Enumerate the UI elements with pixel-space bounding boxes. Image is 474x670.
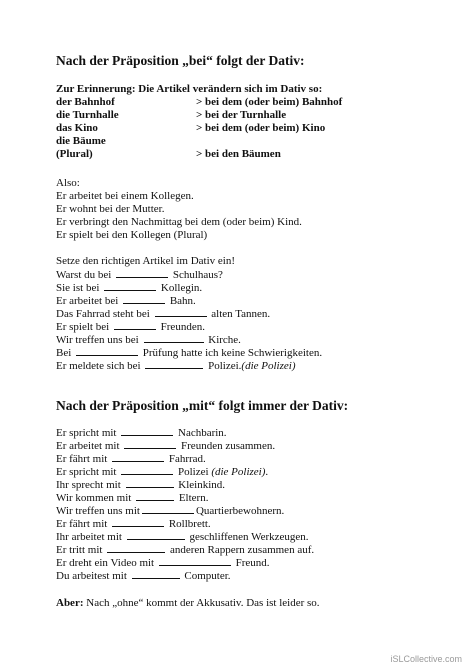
- item-after: Schulhaus?: [172, 269, 223, 281]
- note: [56, 597, 320, 610]
- item-before: Er tritt mit: [56, 544, 103, 556]
- example-sentence: Er spielt bei den Kollegen (Plural): [56, 229, 208, 241]
- exercise-instruction: Setze den richtigen Artikel im Dativ ein!: [56, 255, 236, 267]
- item-after: alten Tannen.: [211, 308, 271, 320]
- answer-blank[interactable]: [124, 439, 176, 449]
- exercise-item: [56, 346, 322, 360]
- exercise-item: [56, 543, 314, 557]
- exercise-item: [56, 307, 270, 321]
- item-before: Er spricht mit: [56, 466, 117, 478]
- item-before: Er arbeitet bei: [56, 295, 119, 307]
- item-after: Prüfung hatte ich keine Schwierigkeiten.: [142, 347, 323, 359]
- item-before: Sie ist bei: [56, 282, 100, 294]
- item-before: Wir kommen mit: [56, 492, 132, 504]
- answer-blank[interactable]: [112, 452, 164, 462]
- exercise-item: [56, 294, 196, 308]
- reminder-noun: die Turnhalle: [56, 109, 119, 121]
- answer-blank[interactable]: [123, 294, 165, 304]
- reminder-row: [56, 122, 326, 135]
- reminder-dativ: > bei dem (oder beim) Bahnhof: [196, 96, 343, 108]
- item-after: Freunden zusammen.: [181, 440, 276, 452]
- reminder-noun: der Bahnhof: [56, 96, 115, 108]
- exercise-item: [56, 530, 309, 544]
- item-after: Quartierbewohnern.: [195, 505, 285, 517]
- exercise-item: [56, 452, 206, 466]
- answer-blank[interactable]: [107, 543, 165, 553]
- heading-bei: Nach der Präposition „bei“ folgt der Dativ:: [56, 53, 305, 68]
- answer-blank[interactable]: [126, 478, 174, 488]
- reminder-dativ: > bei dem (oder beim) Kino: [196, 122, 326, 134]
- item-before: Er dreht ein Video mit: [56, 557, 155, 569]
- answer-blank[interactable]: [76, 346, 138, 356]
- item-after: Eltern.: [178, 492, 209, 504]
- exercise-item: [56, 569, 231, 583]
- reminder-row: [56, 96, 343, 109]
- item-after: Computer.: [184, 570, 231, 582]
- exercise-item: [56, 426, 227, 440]
- exercise-item: [56, 333, 241, 347]
- item-after: geschliffenen Werkzeugen.: [189, 531, 309, 543]
- exercise-item: [56, 556, 270, 570]
- item-after: Freunden.: [160, 321, 205, 333]
- exercise-item: [56, 268, 223, 282]
- exercise-item: [56, 320, 205, 334]
- reminder-dativ: > bei den Bäumen: [196, 148, 281, 160]
- answer-blank[interactable]: [144, 333, 204, 343]
- answer-blank[interactable]: [114, 320, 156, 330]
- item-after: Bahn.: [169, 295, 196, 307]
- item-after: Kollegin.: [160, 282, 203, 294]
- item-before: Wir treffen uns mit: [56, 505, 140, 517]
- item-before: Er fährt mit: [56, 518, 108, 530]
- reminder-noun: das Kino: [56, 122, 98, 134]
- exercise-item: [56, 504, 284, 518]
- note-text: Nach „ohne“ kommt der Akkusativ. Das ist leider so.: [86, 597, 320, 609]
- item-after: Polizei.: [208, 360, 242, 372]
- item-before: Er fährt mit: [56, 453, 108, 465]
- exercise-item: [56, 491, 208, 505]
- exercise-item: [56, 478, 225, 492]
- item-before: Er arbeitet mit: [56, 440, 120, 452]
- answer-blank[interactable]: [127, 530, 185, 540]
- exercise-item: [56, 465, 268, 479]
- answer-blank[interactable]: [121, 426, 173, 436]
- item-before: Er meldete sich bei: [56, 360, 141, 372]
- reminder-row: [56, 109, 287, 122]
- answer-blank[interactable]: [112, 517, 164, 527]
- item-before: Er spielt bei: [56, 321, 110, 333]
- example-sentence: Er verbringt den Nachmittag bei dem (oder beim) Kind.: [56, 216, 302, 228]
- item-after: Freund.: [235, 557, 270, 569]
- exercise-item: [56, 439, 275, 453]
- answer-blank[interactable]: [155, 307, 207, 317]
- answer-blank[interactable]: [159, 556, 231, 566]
- heading-mit: Nach der Präposition „mit“ folgt immer der Dativ:: [56, 398, 349, 413]
- examples-intro: Also:: [56, 177, 80, 189]
- item-before: Bei: [56, 347, 72, 359]
- item-before: Ihr arbeitet mit: [56, 531, 122, 543]
- answer-blank[interactable]: [121, 465, 173, 475]
- example-sentence: Er arbeitet bei einem Kollegen.: [56, 190, 194, 202]
- item-after: Kleinkind.: [178, 479, 226, 491]
- item-after: Kirche.: [208, 334, 241, 346]
- item-tail: .: [265, 466, 269, 478]
- answer-blank[interactable]: [142, 504, 194, 514]
- example-sentence: Er wohnt bei der Mutter.: [56, 203, 165, 215]
- reminder-noun: die Bäume: [56, 135, 106, 147]
- item-after: Nachbarin.: [178, 427, 227, 439]
- item-after: Fahrrad.: [168, 453, 206, 465]
- answer-blank[interactable]: [104, 281, 156, 291]
- item-before: Du arbeitest mit: [56, 570, 127, 582]
- item-before: Warst du bei: [56, 269, 112, 281]
- reminder-noun: (Plural): [56, 148, 93, 160]
- item-after: anderen Rappern zusammen auf.: [169, 544, 315, 556]
- exercise-item: [56, 517, 211, 531]
- item-hint: (die Polizei): [211, 466, 266, 478]
- item-after: Polizei: [178, 466, 209, 478]
- site-watermark: iSLCollective.com: [390, 654, 462, 664]
- reminder-title: Zur Erinnerung: Die Artikel verändern sich im Dativ so:: [56, 83, 323, 95]
- exercise-item: [56, 281, 202, 295]
- item-after: Rollbrett.: [168, 518, 211, 530]
- item-hint: (die Polizei): [241, 360, 296, 372]
- answer-blank[interactable]: [145, 359, 203, 369]
- answer-blank[interactable]: [116, 268, 168, 278]
- answer-blank[interactable]: [132, 569, 180, 579]
- item-before: Ihr sprecht mit: [56, 479, 121, 491]
- item-before: Er spricht mit: [56, 427, 117, 439]
- note-label: Aber:: [56, 597, 84, 609]
- reminder-row: [56, 135, 106, 148]
- reminder-dativ: > bei der Turnhalle: [196, 109, 287, 121]
- reminder-row: [56, 148, 281, 161]
- item-before: Das Fahrrad steht bei: [56, 308, 150, 320]
- answer-blank[interactable]: [136, 491, 174, 501]
- exercise-item: [56, 359, 296, 373]
- item-before: Wir treffen uns bei: [56, 334, 139, 346]
